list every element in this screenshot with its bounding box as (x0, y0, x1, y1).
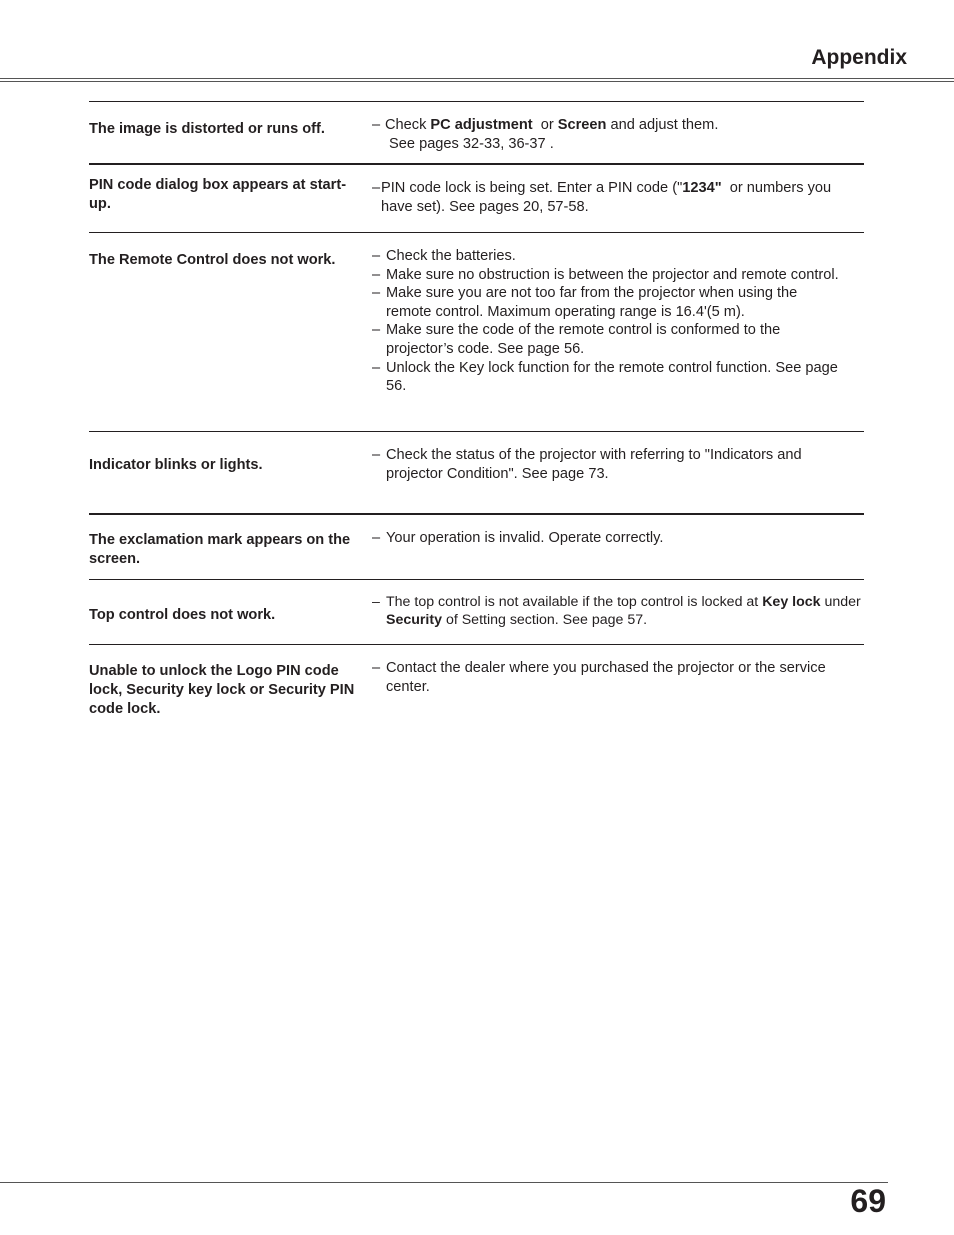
solution-text (372, 594, 864, 629)
page-title: Appendix (811, 46, 907, 69)
solution-item: – Make sure the code of the remote control is conformed to the projector’s code. See page 56. (372, 322, 781, 357)
table-divider (89, 163, 864, 165)
problem-label: Indicator blinks or lights. (89, 457, 263, 473)
solution-text (372, 116, 864, 153)
solution-text (372, 659, 864, 696)
header-rule (0, 81, 954, 82)
solution-text (372, 247, 842, 396)
solution-item: – Unlock the Key lock function for the remote control function. See page 56. (372, 359, 838, 395)
table-divider (89, 431, 864, 432)
problem-label: Unable to unlock the Logo PIN code lock, Security key lock or Security PIN code lock. (89, 663, 355, 717)
problem-label: Top control does not work. (89, 607, 276, 623)
page-number: 69 (850, 1183, 886, 1219)
solution-item: – Check PC adjustment or Screen and adjust them. See pages 32-33, 36-37 . (372, 117, 719, 152)
solution-item: – Make sure you are not too far from the projector when using the remote control. Maximum operating range is 16.4'(5 m). (372, 285, 798, 320)
problem-label: The image is distorted or runs off. (89, 121, 325, 137)
table-divider (89, 232, 864, 233)
header-rule (0, 78, 954, 79)
table-divider (89, 513, 864, 515)
solution-item: – Check the batteries. (372, 248, 516, 264)
solution-item: – The top control is not available if the top control is locked at Key lock under Security of Setting section. See page 57. (372, 594, 861, 628)
footer-rule (0, 1182, 888, 1183)
solution-item: – Contact the dealer where you purchased the projector or the service center. (372, 660, 826, 695)
solution-item: – Make sure no obstruction is between the projector and remote control. (372, 266, 839, 283)
solution-text (372, 446, 842, 483)
problem-label: The Remote Control does not work. (89, 252, 336, 268)
solution-text (372, 529, 864, 548)
table-divider (89, 644, 864, 645)
table-divider (89, 579, 864, 580)
table-divider (89, 101, 864, 102)
problem-label: PIN code dialog box appears at start-up. (89, 177, 347, 212)
solution-item: – Your operation is invalid. Operate correctly. (372, 530, 664, 546)
solution-item: – PIN code lock is being set. Enter a PIN code ("1234" or numbers you have set). See pages 20, 57-58. (372, 180, 836, 215)
problem-label: The exclamation mark appears on the screen. (89, 532, 351, 567)
solution-text (372, 179, 842, 216)
solution-item: – Check the status of the projector with referring to "Indicators and projector Condition". See page 73. (372, 447, 802, 482)
